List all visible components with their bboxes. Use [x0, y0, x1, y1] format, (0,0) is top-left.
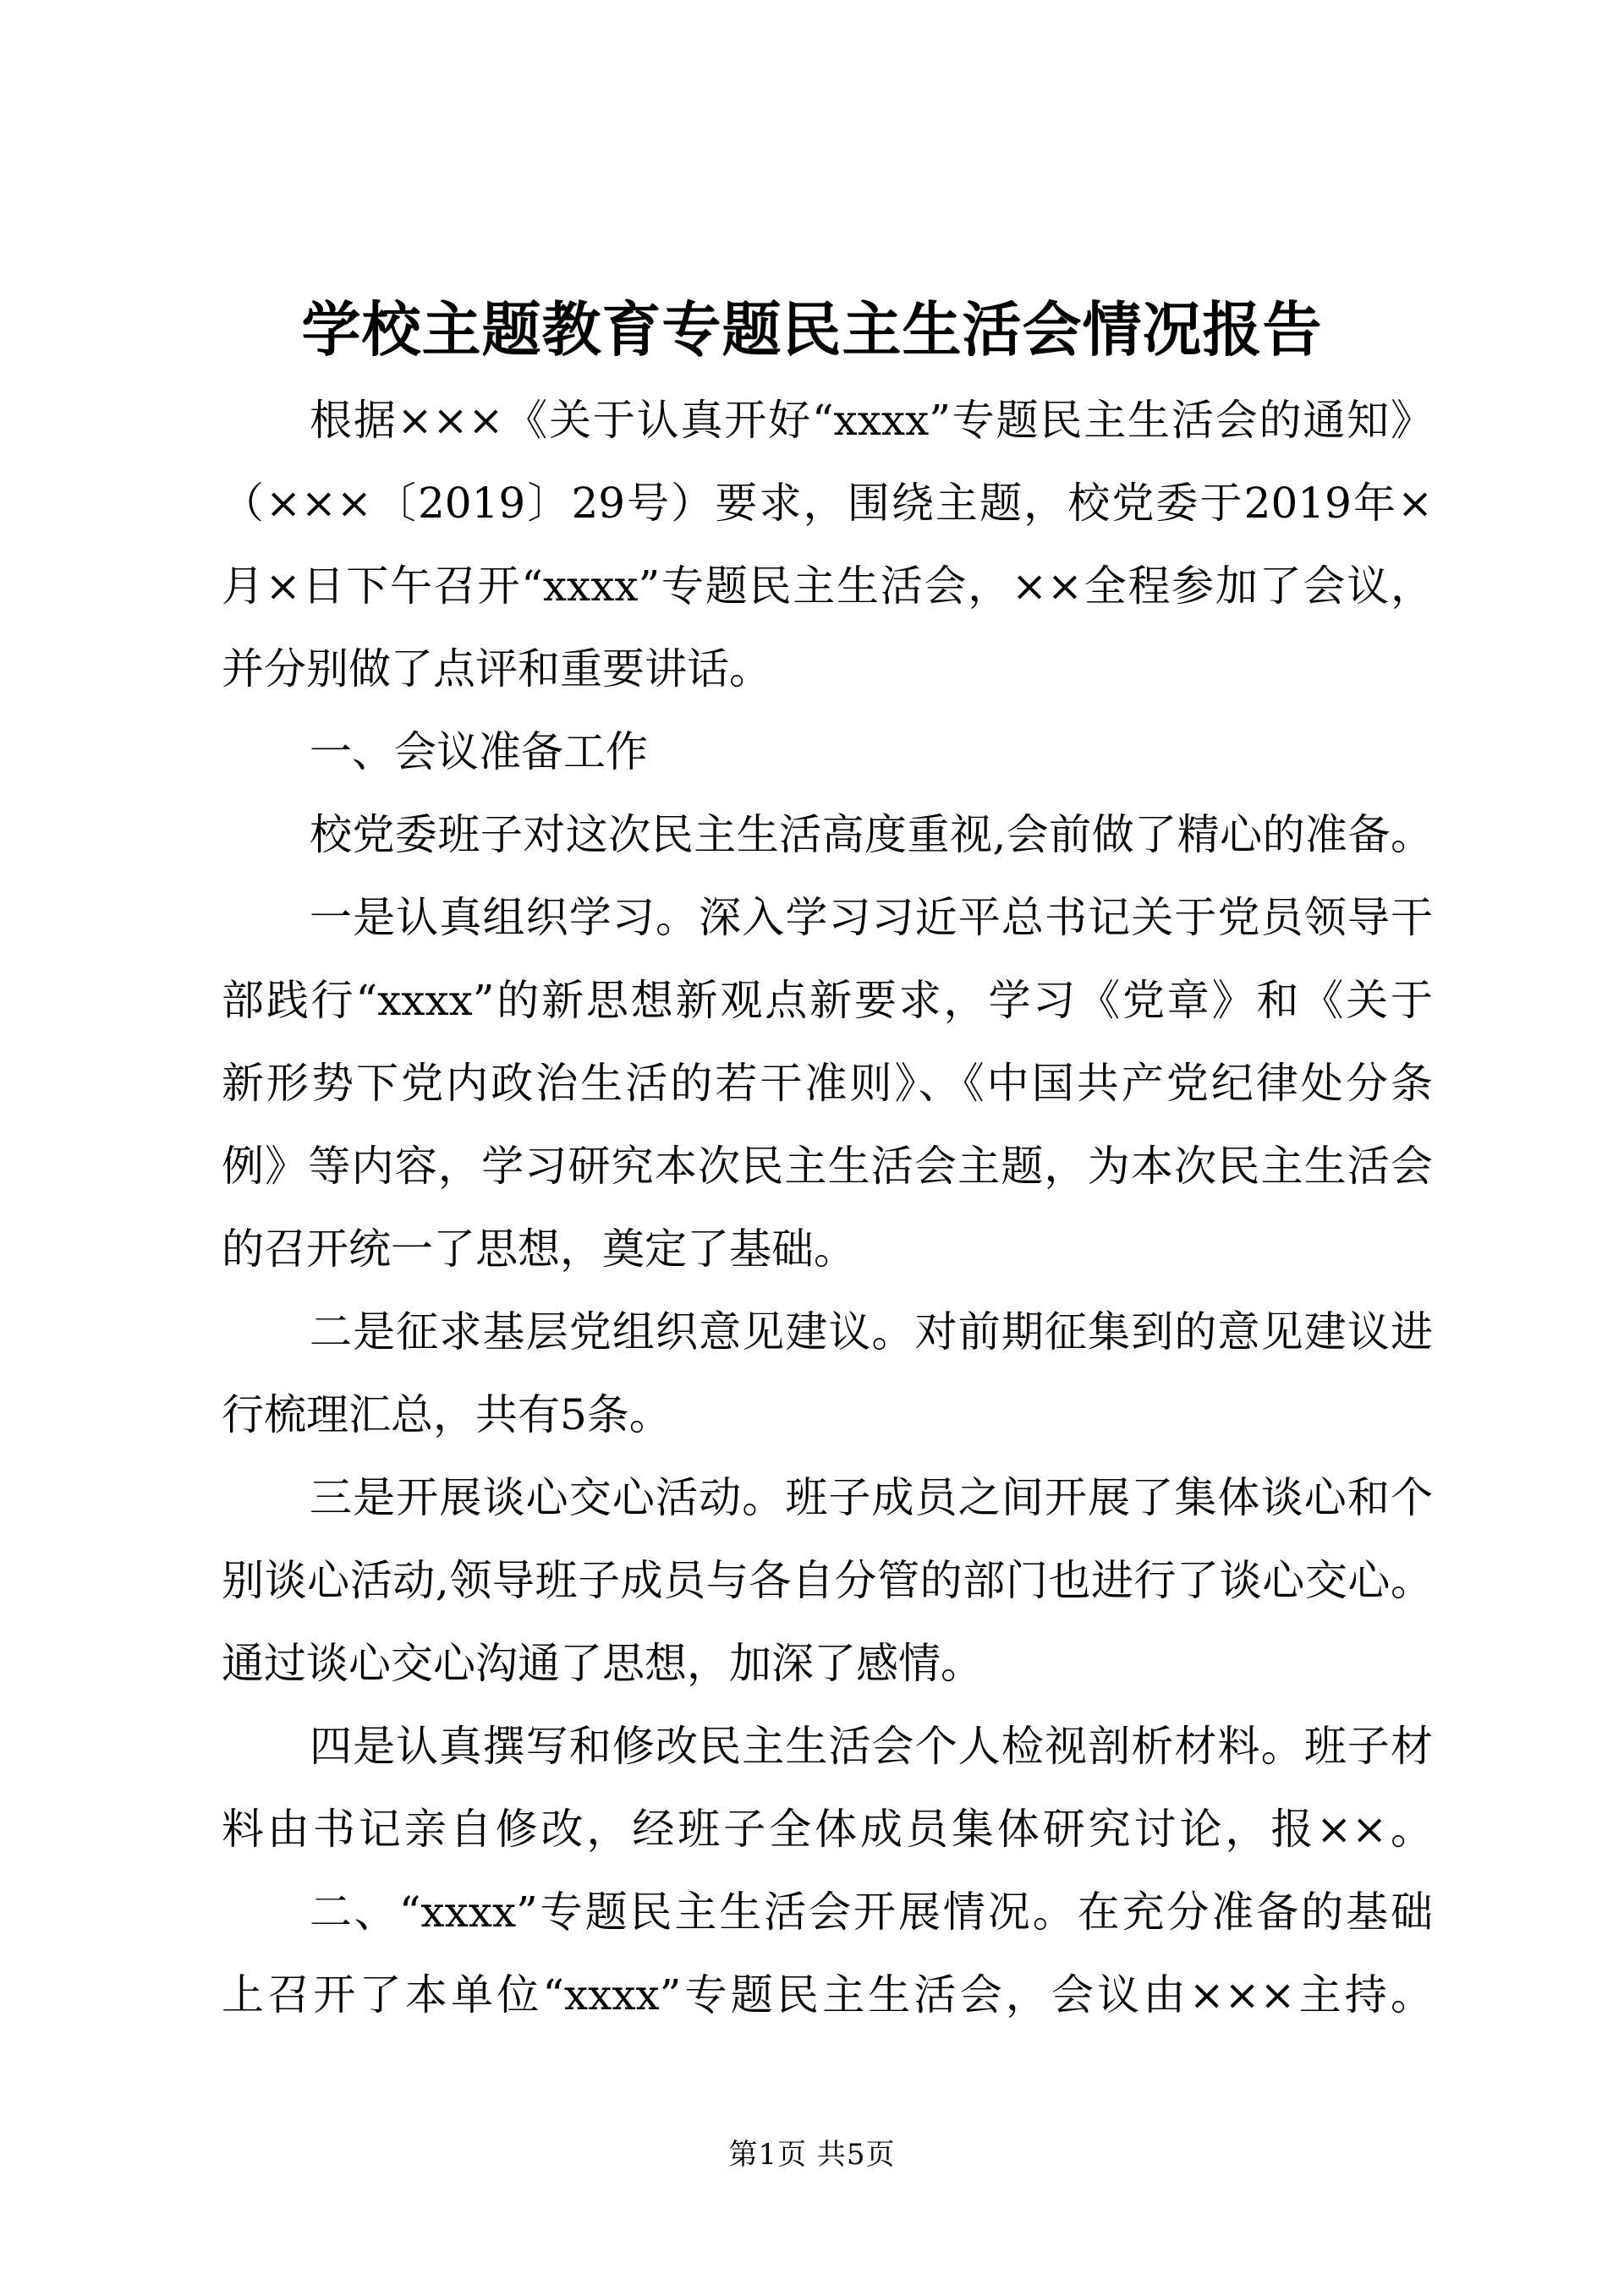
- text-line: 上召开了本单位“xxxx”专题民主生活会，会议由×××主持。: [222, 1970, 1433, 2019]
- text-line: 新形势下党内政治生活的若干准则》、《中国共产党纪律处分条: [222, 1059, 1433, 1108]
- page-number: 第1页 共5页: [728, 2138, 896, 2172]
- document-title: 学校主题教育专题民主生活会情况报告: [301, 294, 1323, 364]
- text-line: 料由书记亲自修改，经班子全体成员集体研究讨论，报××。: [222, 1805, 1433, 1854]
- text-line: 例》等内容，学习研究本次民主生活会主题，为本次民主生活会: [222, 1142, 1433, 1191]
- text-line: 二、“xxxx”专题民主生活会开展情况。在充分准备的基础: [310, 1888, 1433, 1937]
- text-line: 通过谈心交心沟通了思想，加深了感情。: [222, 1639, 983, 1688]
- text-line: （×××〔2019〕29号）要求，围绕主题，校党委于2019年×: [222, 479, 1433, 528]
- text-line: 并分别做了点评和重要讲话。: [222, 644, 771, 693]
- text-line: 行梳理汇总，共有5条。: [222, 1390, 672, 1439]
- text-line: 校党委班子对这次民主生活高度重视,会前做了精心的准备。: [310, 810, 1433, 859]
- text-line: 二是征求基层党组织意见建议。对前期征集到的意见建议进: [310, 1307, 1433, 1356]
- text-line: 的召开统一了思想，奠定了基础。: [222, 1225, 856, 1274]
- text-line: 月×日下午召开“xxxx”专题民主生活会，××全程参加了会议，: [222, 562, 1433, 611]
- document-body: [222, 379, 1433, 2036]
- text-line: 别谈心活动,领导班子成员与各自分管的部门也进行了谈心交心。: [222, 1556, 1433, 1605]
- text-line: 三是开展谈心交心活动。班子成员之间开展了集体谈心和个: [310, 1473, 1433, 1522]
- text-line: 部践行“xxxx”的新思想新观点新要求，学习《党章》和《关于: [222, 976, 1433, 1025]
- text-line: 一、会议准备工作: [310, 727, 648, 776]
- text-line: 根据×××《关于认真开好“xxxx”专题民主生活会的通知》: [310, 396, 1433, 445]
- text-line: 四是认真撰写和修改民主生活会个人检视剖析材料。班子材: [310, 1722, 1433, 1771]
- text-line: 一是认真组织学习。深入学习习近平总书记关于党员领导干: [310, 893, 1433, 942]
